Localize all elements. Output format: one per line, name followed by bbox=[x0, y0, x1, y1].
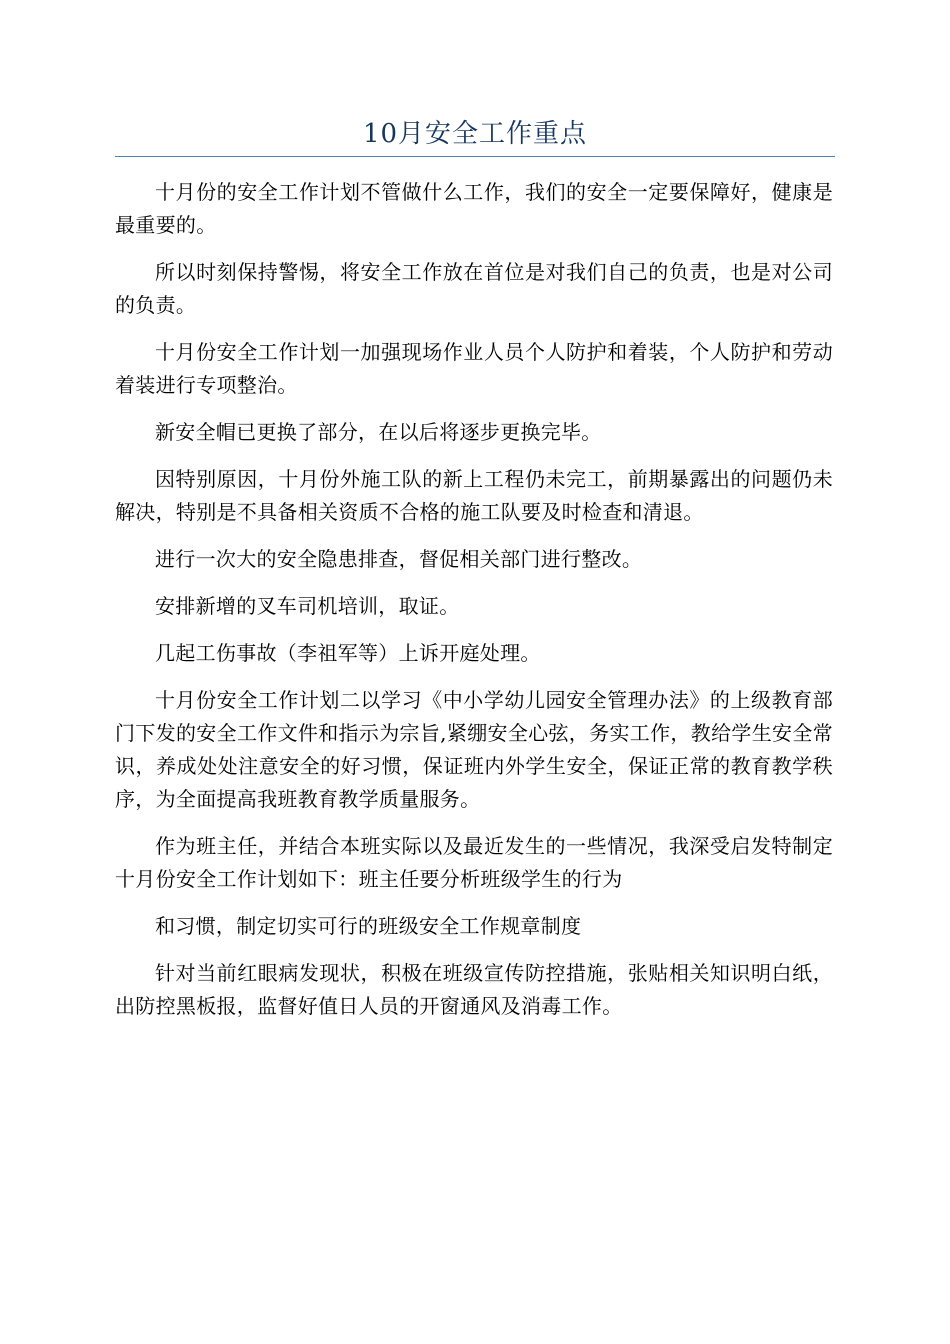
paragraph: 安排新增的叉车司机培训，取证。 bbox=[155, 594, 460, 618]
paragraph: 进行一次大的安全隐患排查，督促相关部门进行整改。 bbox=[155, 547, 643, 571]
paragraph: 十月份的安全工作计划不管做什么工作，我们的安全一定要保障好，健康是最重要的。 bbox=[115, 180, 833, 237]
paragraph: 所以时刻保持警惕，将安全工作放在首位是对我们自己的负责，也是对公司的负责。 bbox=[115, 260, 833, 317]
paragraph: 和习惯，制定切实可行的班级安全工作规章制度 bbox=[155, 914, 582, 938]
paragraph: 十月份安全工作计划一加强现场作业人员个人防护和着装，个人防护和劳动着装进行专项整治。 bbox=[115, 340, 833, 397]
paragraph: 针对当前红眼病发现状，积极在班级宣传防控措施，张贴相关知识明白纸，出防控黑板报，监督好值日人员的开窗通风及消毒工作。 bbox=[115, 961, 833, 1018]
paragraph: 新安全帽已更换了部分，在以后将逐步更换完毕。 bbox=[155, 420, 602, 444]
paragraph: 因特别原因，十月份外施工队的新上工程仍未完工，前期暴露出的问题仍未解决，特别是不具备相关资质不合格的施工队要及时检查和清退。 bbox=[115, 467, 833, 524]
page-title: 10月安全工作重点 bbox=[362, 119, 588, 149]
paragraph: 十月份安全工作计划二以学习《中小学幼儿园安全管理办法》的上级教育部门下发的安全工作文件和指示为宗旨,紧绷安全心弦，务实工作，教给学生安全常识，养成处处注意安全的好习惯，保证班内外学生安全，保证正常的教育教学秩序，为全面提高我班教育教学质量服务。 bbox=[115, 688, 833, 811]
title-block bbox=[115, 112, 835, 157]
paragraph: 作为班主任，并结合本班实际以及最近发生的一些情况，我深受启发特制定十月份安全工作计划如下：班主任要分析班级学生的行为 bbox=[115, 834, 833, 891]
document-body bbox=[115, 176, 833, 1037]
paragraph: 几起工伤事故（李祖军等）上诉开庭处理。 bbox=[155, 641, 541, 665]
